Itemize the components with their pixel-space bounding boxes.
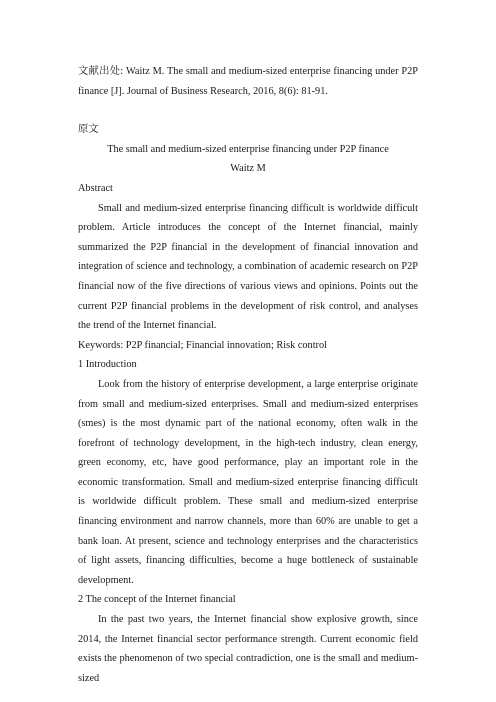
paper-author: Waitz M [230,163,266,175]
abstract-heading: Abstract [78,182,113,194]
keywords: Keywords: P2P financial; Financial innovation; Risk control [78,339,328,351]
section-body-introduction: Look from the history of enterprise development, a large enterprise originate from small and medium-sized enterprises. Small and medium-sized enterprises (smes) is the most dynamic part of the national economy, often walk in the forefront of technology development, in the high-tech industry, clean energy, green economy, etc, have good performance, play an important role in the economic transformation. Small and medium-sized enterprise financing difficult is worldwide difficult problem. These small and medium-sized enterprise financing environment and narrow channels, more than 60% are unable to get a bank loan. At present, science and technology enterprises and the characteristics of light assets, financing difficulties, become a huge bottleneck of sustainable development. [78,378,418,586]
original-label: 原文 [78,124,99,136]
spacer [78,101,418,120]
citation-prefix: 文献出处: [78,66,127,77]
citation-text: Waitz M. The small and medium-sized enterprise financing under P2P finance [J]. Journal of Business Research, 2016, 8(6): 81-91. [78,66,419,97]
section-heading-internet-financial: 2 The concept of the Internet financial [78,594,236,606]
section-body-internet-financial: In the past two years, the Internet financial show explosive growth, since 2014, the Internet financial sector performance strength. Current economic field exists the phenomenon of two special contradiction, one is the small and medium-sized [78,614,418,684]
paper-title: The small and medium-sized enterprise financing under P2P finance [107,143,389,155]
section-heading-introduction: 1 Introduction [78,359,137,371]
citation [78,62,418,101]
abstract-body: Small and medium-sized enterprise financing difficult is worldwide difficult problem. Article introduces the concept of the Internet financial, mainly summarized the P2P financial in the development of financial innovation and integration of science and technology, a combination of academic research on P2P financial now of the five directions of various views and opinions. Points out the current P2P financial problems in the development of risk control, and analyses the trend of the Internet financial. [78,202,418,332]
